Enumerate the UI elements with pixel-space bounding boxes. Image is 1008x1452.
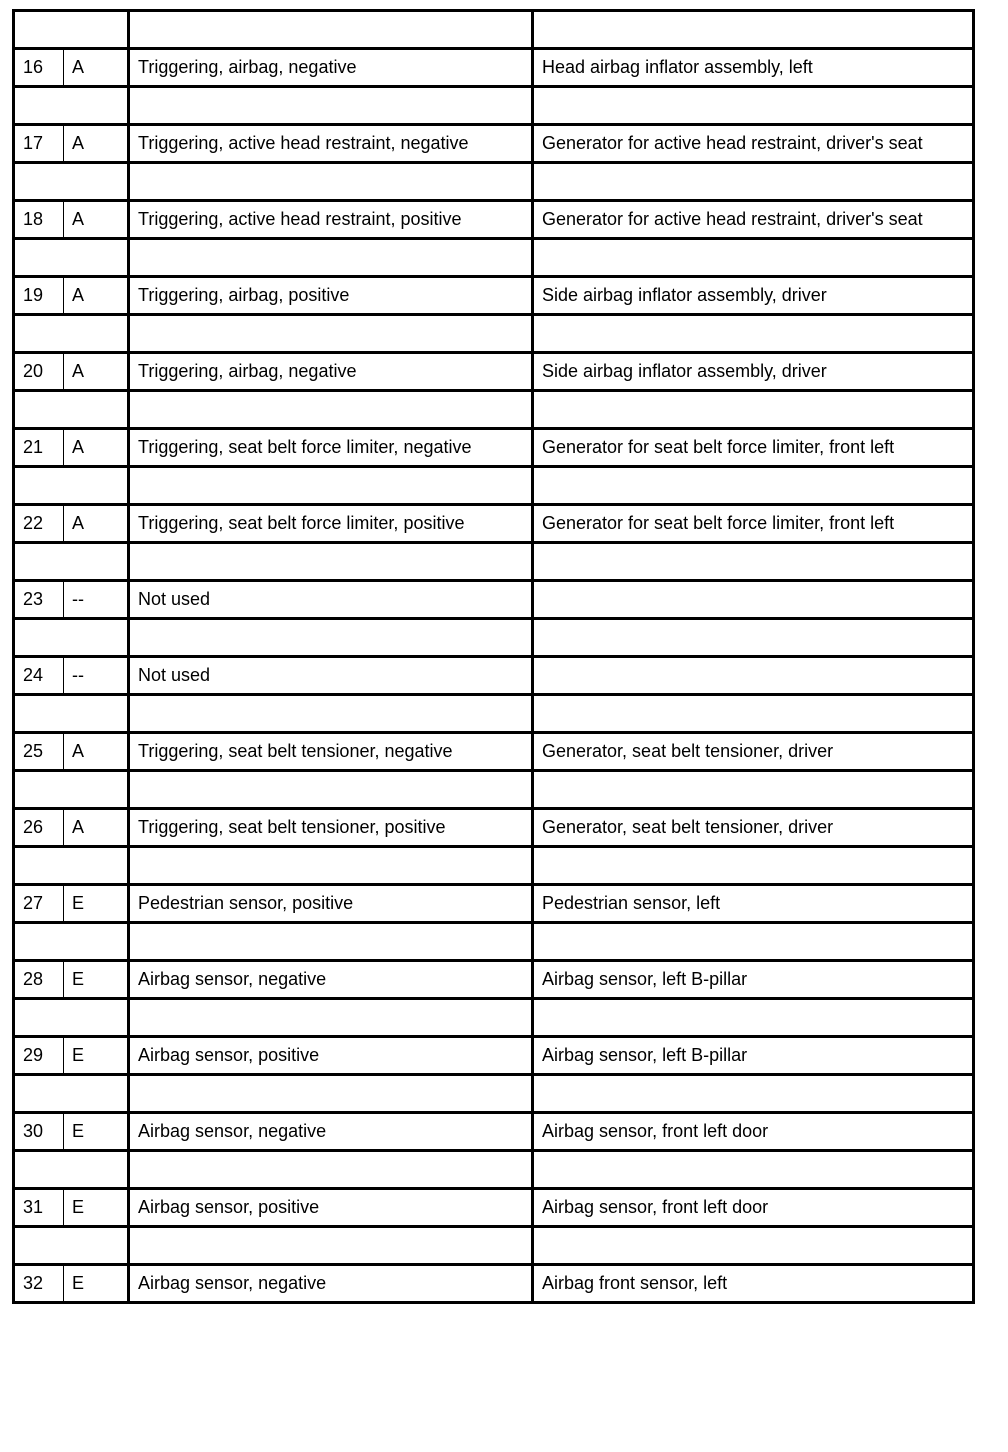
signal-type-cell — [64, 999, 129, 1037]
component-cell — [533, 87, 974, 125]
component-cell — [533, 315, 974, 353]
component-cell — [533, 695, 974, 733]
function-cell — [129, 11, 533, 49]
spacer-row — [14, 999, 974, 1037]
signal-type-cell: A — [64, 353, 129, 391]
function-cell: Triggering, seat belt force limiter, negative — [129, 429, 533, 467]
function-cell: Triggering, active head restraint, negative — [129, 125, 533, 163]
function-cell: Triggering, airbag, negative — [129, 49, 533, 87]
signal-type-cell — [64, 1075, 129, 1113]
function-cell — [129, 619, 533, 657]
function-cell: Airbag sensor, negative — [129, 1265, 533, 1303]
function-cell: Triggering, airbag, positive — [129, 277, 533, 315]
function-cell — [129, 239, 533, 277]
function-cell: Airbag sensor, positive — [129, 1189, 533, 1227]
function-cell — [129, 1227, 533, 1265]
signal-type-cell — [64, 1151, 129, 1189]
pin-number-cell — [14, 239, 64, 277]
function-cell: Airbag sensor, positive — [129, 1037, 533, 1075]
spacer-row — [14, 1151, 974, 1189]
signal-type-cell: A — [64, 277, 129, 315]
table-row — [14, 733, 974, 771]
component-cell: Generator, seat belt tensioner, driver — [533, 733, 974, 771]
signal-type-cell — [64, 239, 129, 277]
pin-number-cell — [14, 87, 64, 125]
function-cell — [129, 315, 533, 353]
component-cell — [533, 657, 974, 695]
pin-number-cell: 19 — [14, 277, 64, 315]
component-cell — [533, 163, 974, 201]
spacer-row — [14, 923, 974, 961]
signal-type-cell: A — [64, 733, 129, 771]
component-cell: Airbag sensor, front left door — [533, 1189, 974, 1227]
component-cell: Side airbag inflator assembly, driver — [533, 353, 974, 391]
component-cell: Generator for active head restraint, driver's seat — [533, 125, 974, 163]
spacer-row — [14, 315, 974, 353]
component-cell — [533, 1227, 974, 1265]
pin-number-cell: 28 — [14, 961, 64, 999]
component-cell: Generator for active head restraint, driver's seat — [533, 201, 974, 239]
signal-type-cell — [64, 87, 129, 125]
signal-type-cell: E — [64, 1113, 129, 1151]
component-cell — [533, 581, 974, 619]
function-cell — [129, 1075, 533, 1113]
function-cell: Triggering, seat belt tensioner, negative — [129, 733, 533, 771]
table-body — [14, 11, 974, 1303]
table-row — [14, 49, 974, 87]
signal-type-cell: A — [64, 505, 129, 543]
component-cell: Generator, seat belt tensioner, driver — [533, 809, 974, 847]
signal-type-cell — [64, 771, 129, 809]
component-cell: Side airbag inflator assembly, driver — [533, 277, 974, 315]
component-cell — [533, 239, 974, 277]
table-row — [14, 505, 974, 543]
signal-type-cell: A — [64, 125, 129, 163]
spacer-row — [14, 11, 974, 49]
spacer-row — [14, 1075, 974, 1113]
function-cell: Airbag sensor, negative — [129, 1113, 533, 1151]
spacer-row — [14, 163, 974, 201]
pin-number-cell: 23 — [14, 581, 64, 619]
function-cell: Pedestrian sensor, positive — [129, 885, 533, 923]
spacer-row — [14, 695, 974, 733]
component-cell — [533, 619, 974, 657]
pin-number-cell: 32 — [14, 1265, 64, 1303]
pin-number-cell: 21 — [14, 429, 64, 467]
table-row — [14, 201, 974, 239]
spacer-row — [14, 847, 974, 885]
spacer-row — [14, 239, 974, 277]
signal-type-cell: A — [64, 201, 129, 239]
function-cell: Triggering, seat belt force limiter, positive — [129, 505, 533, 543]
signal-type-cell — [64, 467, 129, 505]
component-cell: Generator for seat belt force limiter, front left — [533, 505, 974, 543]
signal-type-cell — [64, 163, 129, 201]
function-cell — [129, 163, 533, 201]
component-cell — [533, 847, 974, 885]
signal-type-cell — [64, 315, 129, 353]
spacer-row — [14, 87, 974, 125]
pin-number-cell: 29 — [14, 1037, 64, 1075]
signal-type-cell: E — [64, 1037, 129, 1075]
table-row — [14, 1189, 974, 1227]
pin-number-cell: 25 — [14, 733, 64, 771]
signal-type-cell — [64, 11, 129, 49]
table-row — [14, 809, 974, 847]
function-cell: Triggering, seat belt tensioner, positive — [129, 809, 533, 847]
component-cell — [533, 1151, 974, 1189]
signal-type-cell: A — [64, 49, 129, 87]
function-cell — [129, 999, 533, 1037]
spacer-row — [14, 771, 974, 809]
pin-number-cell: 26 — [14, 809, 64, 847]
signal-type-cell: A — [64, 809, 129, 847]
component-cell — [533, 923, 974, 961]
pin-number-cell — [14, 771, 64, 809]
signal-type-cell: E — [64, 1189, 129, 1227]
table-row — [14, 429, 974, 467]
function-cell — [129, 923, 533, 961]
function-cell: Airbag sensor, negative — [129, 961, 533, 999]
function-cell — [129, 391, 533, 429]
pin-number-cell: 31 — [14, 1189, 64, 1227]
function-cell — [129, 847, 533, 885]
component-cell: Generator for seat belt force limiter, front left — [533, 429, 974, 467]
function-cell: Not used — [129, 581, 533, 619]
component-cell: Airbag sensor, left B-pillar — [533, 1037, 974, 1075]
component-cell: Airbag sensor, front left door — [533, 1113, 974, 1151]
pin-number-cell — [14, 847, 64, 885]
component-cell — [533, 1075, 974, 1113]
pin-assignment-table — [12, 9, 975, 1304]
component-cell: Head airbag inflator assembly, left — [533, 49, 974, 87]
spacer-row — [14, 467, 974, 505]
spacer-row — [14, 619, 974, 657]
component-cell — [533, 391, 974, 429]
component-cell: Airbag front sensor, left — [533, 1265, 974, 1303]
pin-number-cell — [14, 1075, 64, 1113]
pin-number-cell: 17 — [14, 125, 64, 163]
pin-number-cell — [14, 695, 64, 733]
function-cell: Not used — [129, 657, 533, 695]
table-row — [14, 125, 974, 163]
table-row — [14, 1113, 974, 1151]
signal-type-cell: E — [64, 1265, 129, 1303]
spacer-row — [14, 391, 974, 429]
spacer-row — [14, 1227, 974, 1265]
component-cell: Pedestrian sensor, left — [533, 885, 974, 923]
pin-number-cell: 18 — [14, 201, 64, 239]
signal-type-cell — [64, 1227, 129, 1265]
table-row — [14, 961, 974, 999]
function-cell — [129, 543, 533, 581]
pin-number-cell — [14, 11, 64, 49]
pin-number-cell — [14, 1151, 64, 1189]
pin-number-cell — [14, 315, 64, 353]
signal-type-cell — [64, 619, 129, 657]
signal-type-cell — [64, 923, 129, 961]
pin-number-cell — [14, 999, 64, 1037]
signal-type-cell — [64, 391, 129, 429]
pin-number-cell: 27 — [14, 885, 64, 923]
component-cell — [533, 467, 974, 505]
signal-type-cell — [64, 847, 129, 885]
signal-type-cell — [64, 543, 129, 581]
table-row — [14, 353, 974, 391]
pin-number-cell — [14, 163, 64, 201]
pin-number-cell — [14, 391, 64, 429]
pin-number-cell: 16 — [14, 49, 64, 87]
function-cell — [129, 467, 533, 505]
signal-type-cell: E — [64, 885, 129, 923]
table-row — [14, 1037, 974, 1075]
spacer-row — [14, 543, 974, 581]
pin-number-cell — [14, 1227, 64, 1265]
pin-number-cell: 20 — [14, 353, 64, 391]
table-row — [14, 277, 974, 315]
function-cell — [129, 87, 533, 125]
signal-type-cell: -- — [64, 657, 129, 695]
signal-type-cell: -- — [64, 581, 129, 619]
pin-number-cell — [14, 467, 64, 505]
signal-type-cell: A — [64, 429, 129, 467]
pin-number-cell — [14, 619, 64, 657]
function-cell: Triggering, airbag, negative — [129, 353, 533, 391]
table-row — [14, 581, 974, 619]
table-row — [14, 657, 974, 695]
function-cell — [129, 695, 533, 733]
table-row — [14, 1265, 974, 1303]
pin-number-cell — [14, 543, 64, 581]
pin-number-cell: 24 — [14, 657, 64, 695]
component-cell — [533, 11, 974, 49]
component-cell — [533, 543, 974, 581]
component-cell — [533, 771, 974, 809]
table-row — [14, 885, 974, 923]
component-cell — [533, 999, 974, 1037]
function-cell — [129, 771, 533, 809]
pin-number-cell: 22 — [14, 505, 64, 543]
function-cell — [129, 1151, 533, 1189]
function-cell: Triggering, active head restraint, positive — [129, 201, 533, 239]
signal-type-cell — [64, 695, 129, 733]
pin-number-cell: 30 — [14, 1113, 64, 1151]
pin-number-cell — [14, 923, 64, 961]
signal-type-cell: E — [64, 961, 129, 999]
component-cell: Airbag sensor, left B-pillar — [533, 961, 974, 999]
